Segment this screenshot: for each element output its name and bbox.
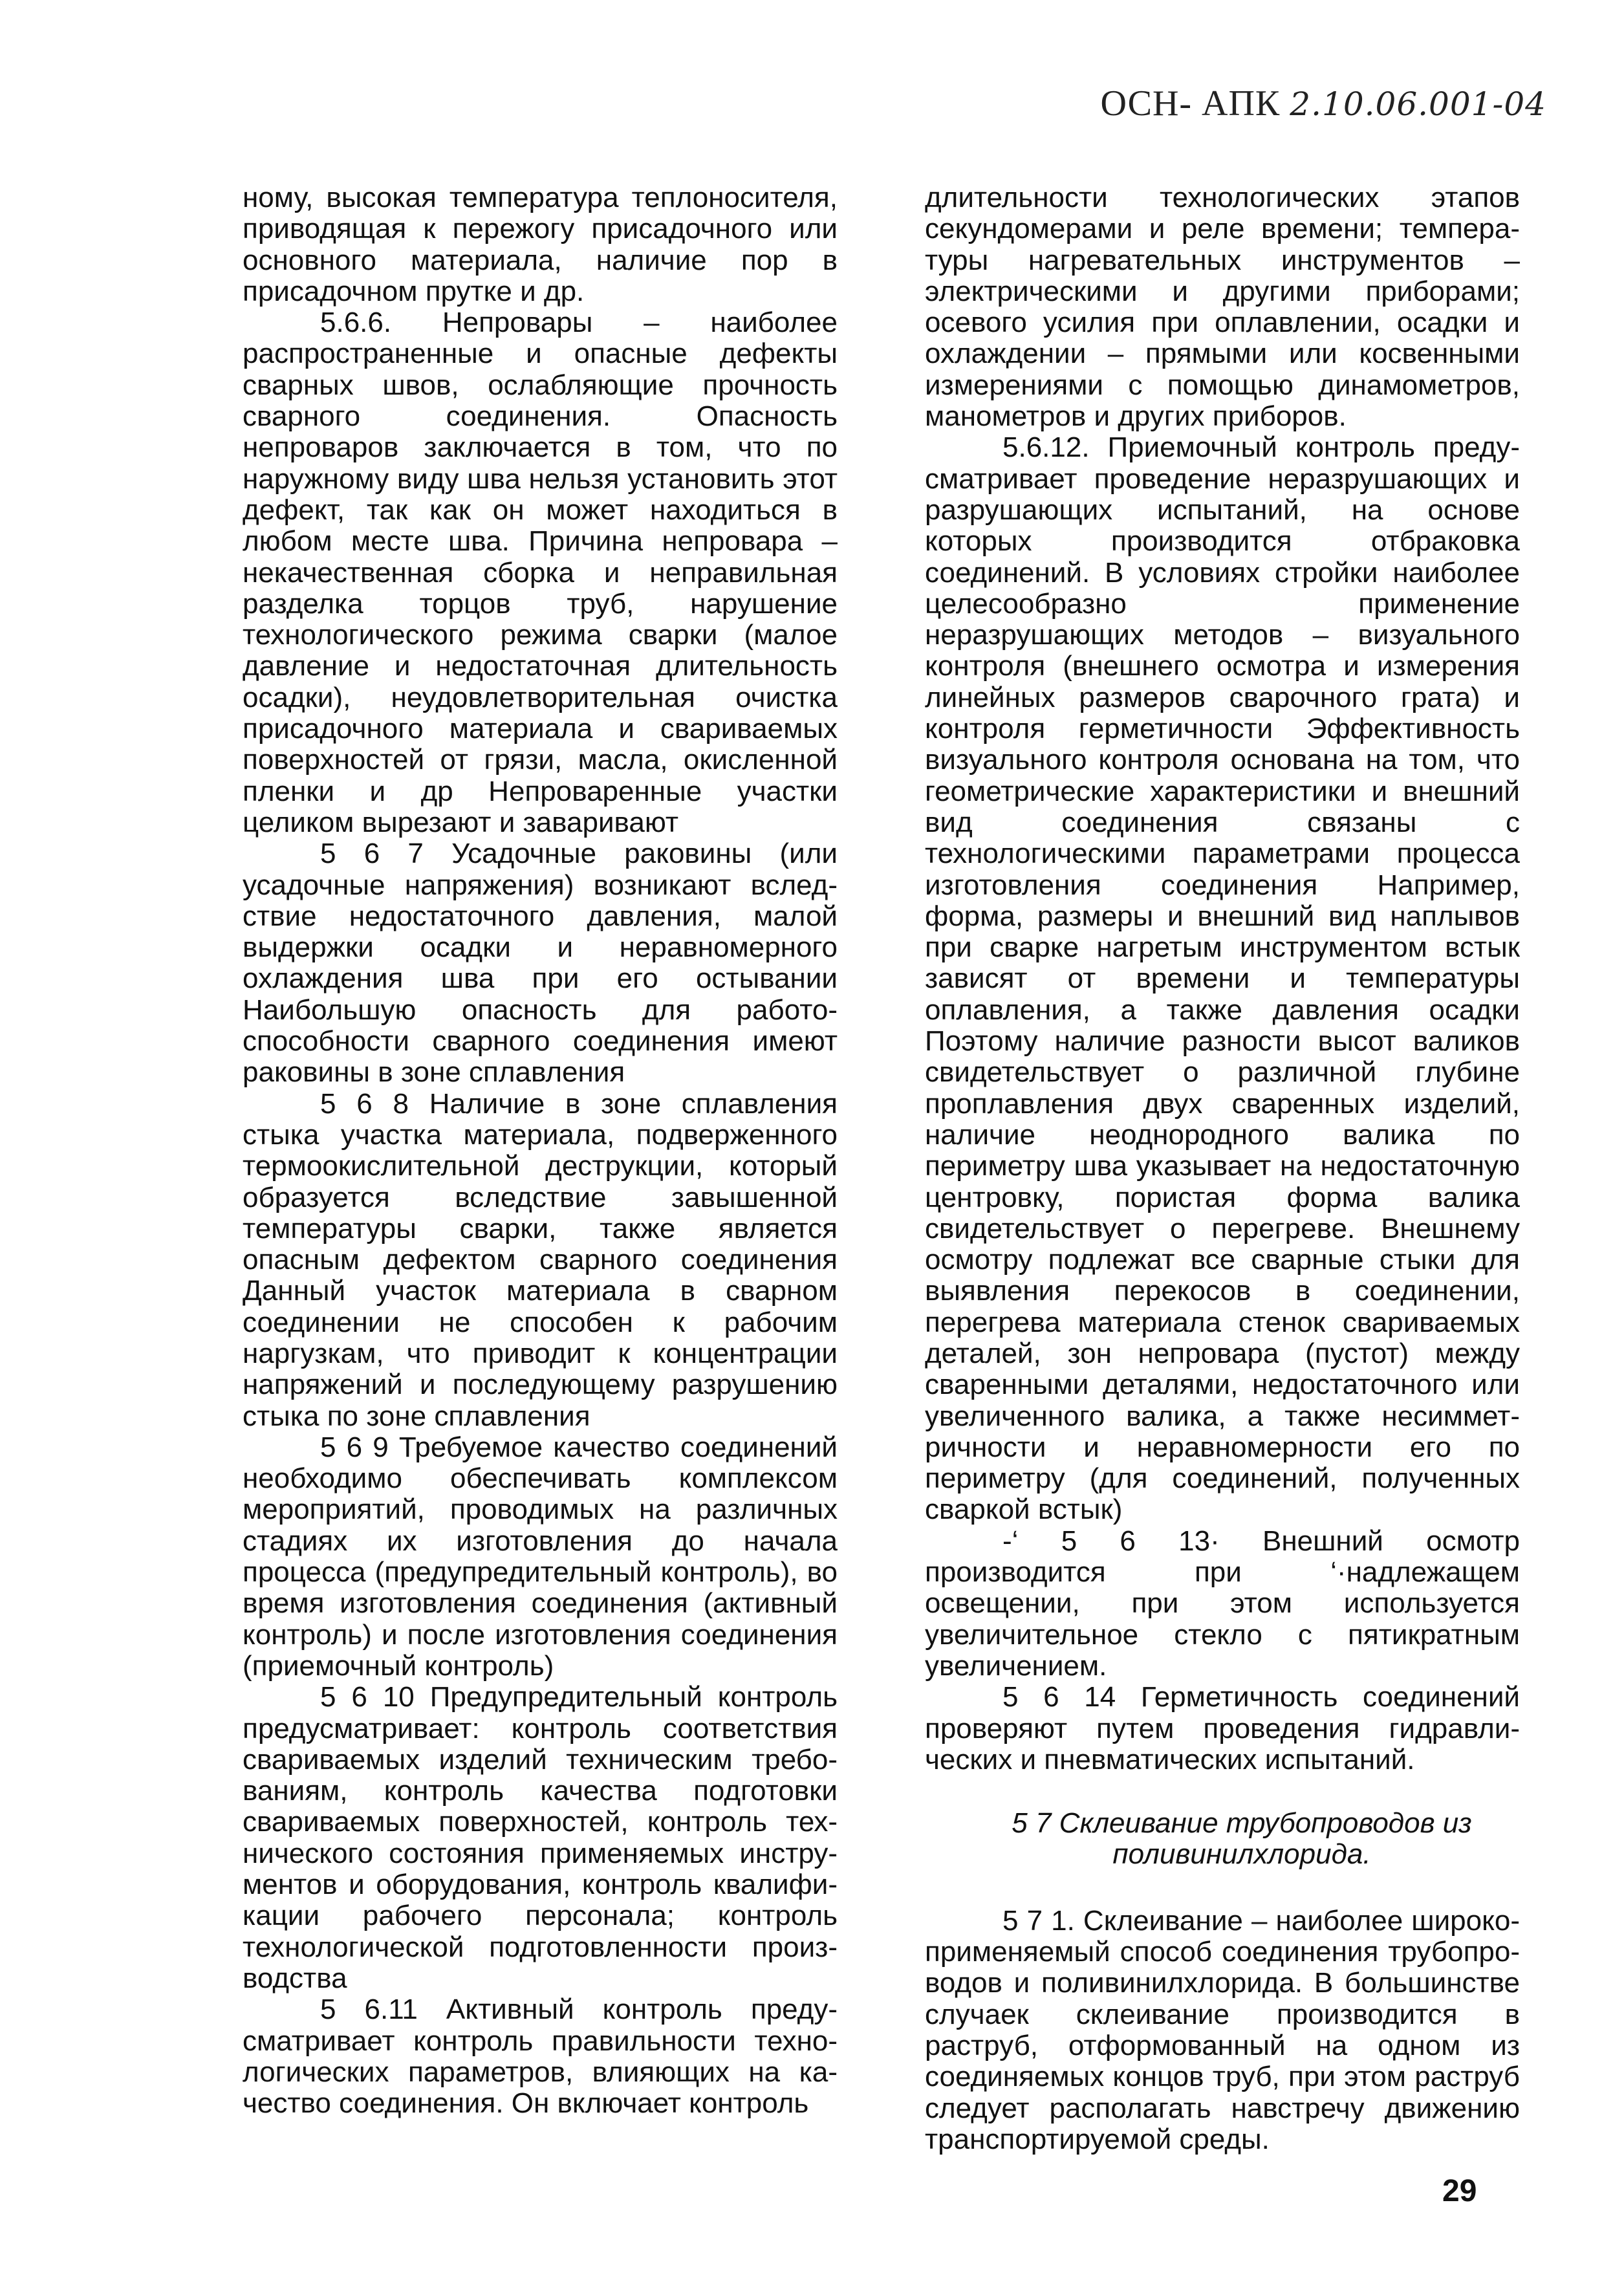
paragraph: 5 6 9 Требуемое качество соединений необходимо обеспечивать комплексом мероприятий, проводимых на различных стадиях их изготовления до начала процесса (предупредительный контроль), во время изготовления соединения (активный контроль) и после изготовления соединения (приемочный контроль) — [243, 1431, 838, 1682]
page-header — [1100, 83, 1546, 124]
paragraph: 5 6.11 Активный контроль предусматривает контроль правильности технологических параметров, влияющих на качество соединения. Он включает контроль — [243, 1994, 838, 2120]
document-code-handwritten: 2.10.06.001-04 — [1290, 85, 1546, 123]
paragraph: 5.6.6. Непровары – наиболее распространенные и опасные дефекты сварных швов, ослабляющие прочность сварного соединения. Опасность непроваров заключается в том, что по наружному виду шва нельзя установить этот дефект, так как он может находиться в любом месте шва. Причина непровара – некачественная сборка и неправильная разделка торцов труб, нарушение технологического режима сварки (малое давление и недостаточная длительность осадки), неудовлетворительная очистка присадочного материала и свариваемых поверхностей от грязи, масла, окисленной пленки и др Непроваренные участки целиком вырезают и заваривают — [243, 307, 838, 838]
paragraph: длительности технологических этапов секундомерами и реле времени; темпера-туры нагревательных инструментов – электрическими и другими приборами; осевого усилия при оплавлении, осадки и охлаждении – прямыми или косвенными измерениями с помощью динамометров, манометров и других приборов. — [925, 182, 1520, 433]
paragraph: 5 7 1. Склеивание – наиболее широкоприменяемый способ соединения трубопроводов и поливинилхлорида. В большинстве случаек склеивание производится в раструб, отформованный на одном из соединяемых концов труб, при этом раструб следует располагать навстречу движению транспортируемой среды. — [925, 1904, 1520, 2155]
page-number: 29 — [1442, 2174, 1477, 2208]
paragraph: 5 6 14 Герметичность соединений проверяют путем проведения гидравлических и пневматических испытаний. — [925, 1681, 1520, 1776]
paragraph: 5 6 10 Предупредительный контроль предусматривает: контроль соответствия свариваемых изделий техническим требованиям, контроль качества подготовки свариваемых поверхностей, контроль технического состояния применяемых инструментов и оборудования, контроль квалификации рабочего персонала; контроль технологической подготовленности производства — [243, 1681, 838, 1994]
paragraph: ному, высокая температура теплоносителя, приводящая к пережогу присадочного или основного материала, наличие пор в присадочном прутке и др. — [243, 182, 838, 307]
left-column — [243, 182, 838, 2119]
paragraph: 5 6 8 Наличие в зоне сплавления стыка участка материала, подверженного термоокислительной деструкции, который образуется вследствие завышенной температуры сварки, также является опасным дефектом сварного соединения Данный участок материала в сварном соединении не способен к рабочим наргузкам, что приводит к концентрации напряжений и последующему разрушению стыка по зоне сплавления — [243, 1087, 838, 1432]
right-column — [925, 182, 1520, 2155]
paragraph: 5.6.12. Приемочный контроль предусматривает проведение неразрушающих и разрушающих испытаний, на основе которых производится отбраковка соединений. В условиях стройки наиболее целесообразно применение неразрушающих методов – визуального контроля (внешнего осмотра и измерения линейных размеров сварочного грата) и контроля герметичности Эффективность визуального контроля основана на том, что геометрические характеристики и внешний вид соединения связаны с технологическими параметрами процесса изготовления соединения Например, форма, размеры и внешний вид наплывов при сварке нагретым инструментом встык зависят от времени и температуры оплавления, а также давления осадки Поэтому наличие разности высот валиков свидетельствует о различной глубине проплавления двух сваренных изделий, наличие неоднородного валика по периметру шва указывает на недостаточную центровку, пористая форма валика свидетельствует о перегреве. Внешнему осмотру подлежат все сварные стыки для выявления перекосов в соединении, перегрева материала стенок свариваемых деталей, зон непровара (пустот) между сваренными деталями, недостаточного или увеличенного валика, а также несимметричности и неравномерности его по периметру (для соединений, полученных сваркой встык) — [925, 431, 1520, 1526]
paragraph: -‘ 5 6 13· Внешний осмотр производится при ‘·надлежащем освещении, при этом используется увеличительное стекло с пятикратным увеличением. — [925, 1525, 1520, 1682]
section-heading: 5 7 Склеивание трубопроводов из поливинилхлорида. — [1012, 1807, 1472, 1871]
document-code: ОСН- АПК — [1100, 83, 1281, 124]
paragraph: 5 6 7 Усадочные раковины (или усадочные напряжения) возникают вследствие недостаточного давления, малой выдержки осадки и неравномерного охлаждения шва при его остывании Наибольшую опасность для работоспособности сварного соединения имеют раковины в зоне сплавления — [243, 838, 838, 1089]
